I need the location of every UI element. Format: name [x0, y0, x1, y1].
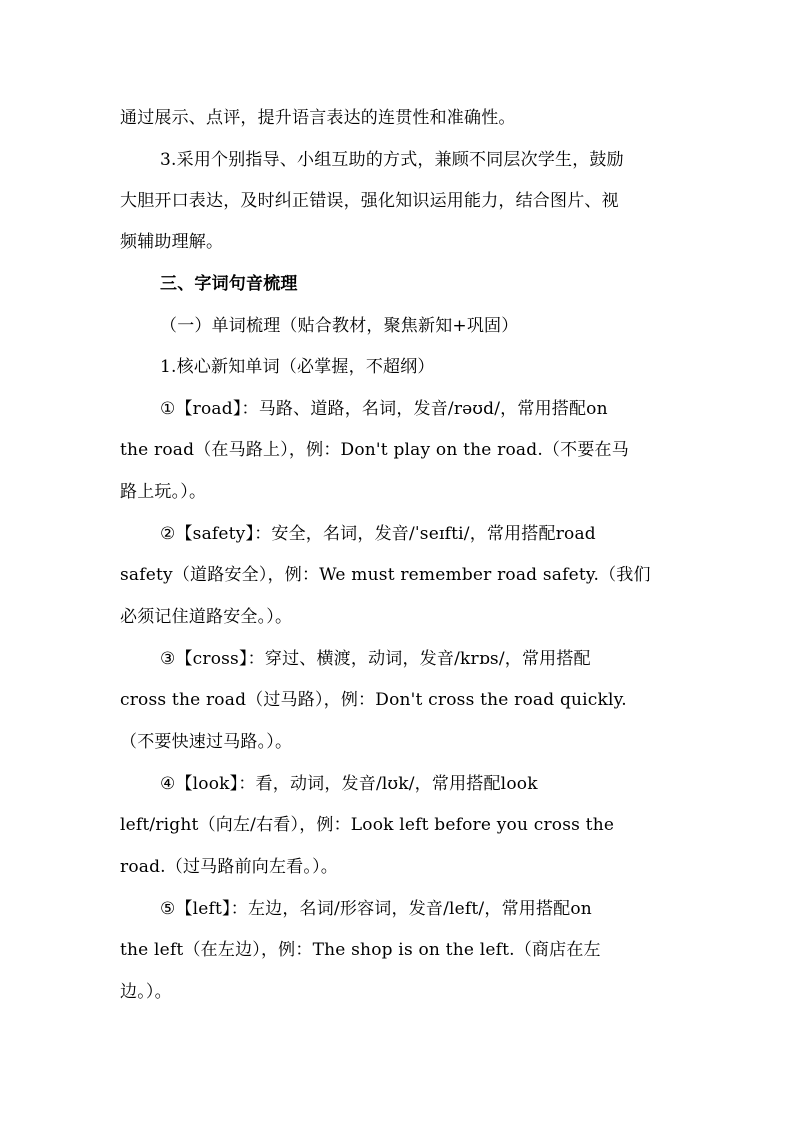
paragraph-line: 大胆开口表达，及时纠正错误，强化知识运用能力，结合图片、视	[120, 191, 619, 211]
paragraph-line: 通过展示、点评，提升语言表达的连贯性和准确性。	[120, 108, 516, 128]
word-entry-cross-line: （不要快速过马路。）。	[120, 732, 293, 752]
word-entry-left-line: the left（在左边），例：The shop is on the left.（商店在左	[120, 940, 601, 960]
word-entry-left-line: 边。）。	[120, 982, 172, 1002]
word-entry-look-line: road.（过马路前向左看。）。	[120, 857, 338, 877]
section-heading: 三、字词句音梳理	[160, 274, 298, 294]
word-entry-cross: ③【cross】：穿过、横渡，动词，发音/krɒs/，常用搭配	[160, 649, 591, 669]
word-entry-safety-line: 必须记住道路安全。）。	[120, 607, 293, 627]
word-entry-road-line: the road（在马路上），例：Don't play on the road.（不要在马	[120, 440, 629, 460]
word-entry-safety-line: safety（道路安全），例：We must remember road safety.（我们	[120, 565, 651, 585]
word-entry-road-line: 路上玩。）。	[120, 482, 207, 502]
word-entry-cross-line: cross the road（过马路），例：Don't cross the road quickly.	[120, 690, 627, 710]
paragraph-line: 3.采用个别指导、小组互助的方式，兼顾不同层次学生，鼓励	[160, 150, 624, 170]
word-entry-look-line: left/right（向左/右看），例：Look left before you cross the	[120, 815, 615, 835]
subsection-heading: （一）单词梳理（贴合教材，聚焦新知+巩固）	[160, 316, 519, 336]
word-entry-road: ①【road】：马路、道路，名词，发音/rəʊd/，常用搭配on	[160, 399, 608, 419]
word-entry-safety: ②【safety】：安全，名词，发音/ˈseɪfti/，常用搭配road	[160, 524, 596, 544]
list-heading: 1.核心新知单词（必掌握，不超纲）	[160, 357, 435, 377]
paragraph-line: 频辅助理解。	[120, 232, 224, 252]
word-entry-left: ⑤【left】：左边，名词/形容词，发音/left/，常用搭配on	[160, 899, 592, 919]
word-entry-look: ④【look】：看，动词，发音/lʊk/，常用搭配look	[160, 774, 538, 794]
